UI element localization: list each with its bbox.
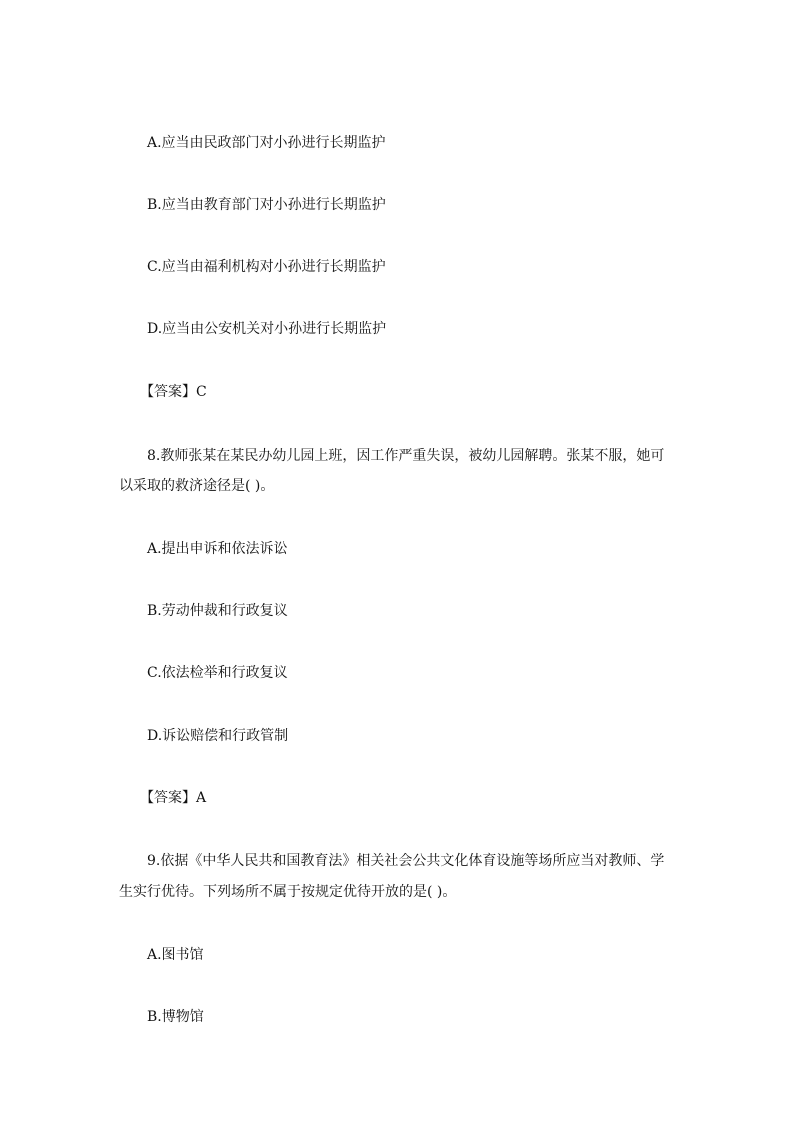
q8-option-a: A.提出申诉和依法诉讼 bbox=[147, 541, 288, 557]
q8-option-c: C.依法检举和行政复议 bbox=[147, 665, 288, 681]
q7-option-d: D.应当由公安机关对小孙进行长期监护 bbox=[147, 321, 387, 337]
q8-stem-line2: 以采取的救济途径是( )。 bbox=[119, 478, 275, 494]
q9-stem-line2: 生实行优待。下列场所不属于按规定优待开放的是( )。 bbox=[119, 884, 457, 900]
q7-answer: 【答案】C bbox=[140, 384, 207, 400]
q8-option-b: B.劳动仲裁和行政复议 bbox=[147, 603, 288, 619]
q7-option-c: C.应当由福利机构对小孙进行长期监护 bbox=[147, 259, 386, 275]
q8-option-d: D.诉讼赔偿和行政管制 bbox=[147, 728, 289, 744]
q8-stem-line1: 8.教师张某在某民办幼儿园上班，因工作严重失误，被幼儿园解聘。张某不服，她可 bbox=[147, 448, 665, 464]
q7-option-b: B.应当由教育部门对小孙进行长期监护 bbox=[147, 197, 386, 213]
q8-answer: 【答案】A bbox=[140, 790, 207, 806]
q7-option-a: A.应当由民政部门对小孙进行长期监护 bbox=[147, 135, 386, 151]
q9-stem-line1: 9.依据《中华人民共和国教育法》相关社会公共文化体育设施等场所应当对教师、学 bbox=[147, 853, 665, 869]
q9-option-b: B.博物馆 bbox=[147, 1009, 204, 1025]
q9-option-a: A.图书馆 bbox=[147, 947, 204, 963]
